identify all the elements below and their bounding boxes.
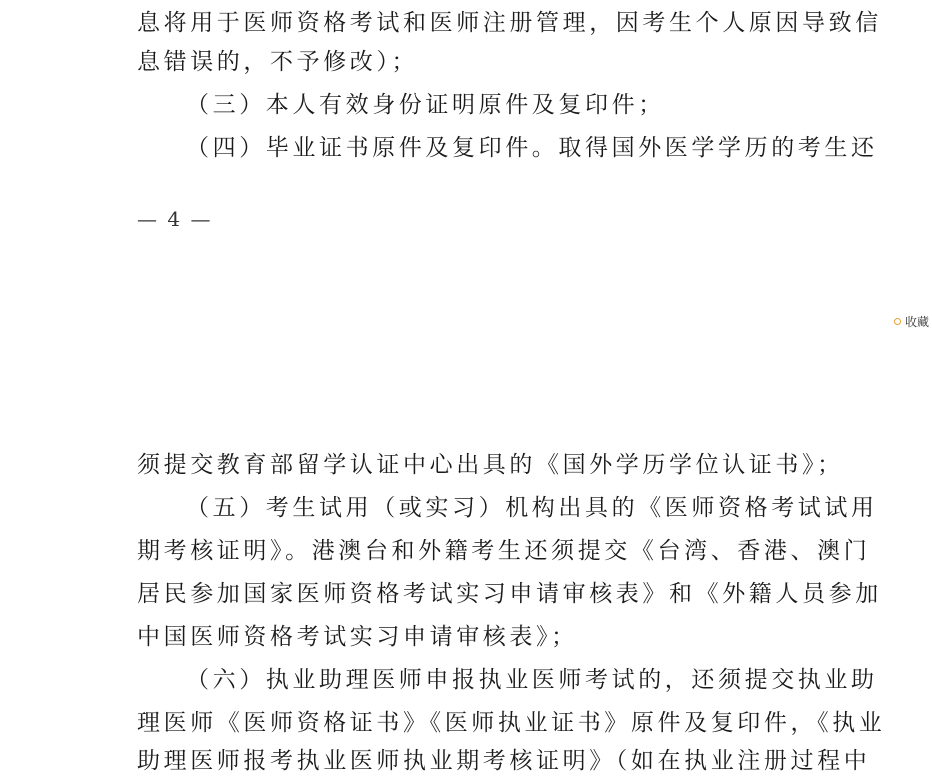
text-line: 中国医师资格考试实习申请审核表》； <box>137 624 578 650</box>
text-line: （三）本人有效身份证明原件及复印件； <box>186 92 665 118</box>
text-line: 须提交教育部留学认证中心出具的《国外学历学位认证书》； <box>137 452 844 478</box>
text-line: 息将用于医师资格考试和医师注册管理，因考生个人原因导致信 <box>137 10 882 36</box>
text-line: 期考核证明》。港澳台和外籍考生还须提交《台湾、香港、澳门 <box>137 538 871 564</box>
text-line: （四）毕业证书原件及复印件。取得国外医学学历的考生还 <box>186 135 878 161</box>
text-line: 理医师《医师资格证书》《医师执业证书》原件及复印件，《执业 <box>137 710 886 736</box>
favorite-button[interactable] <box>894 314 929 330</box>
text-line: 助理医师报考执业医师执业期考核证明》（如在执业注册过程中 <box>137 748 871 774</box>
text-line: 息错误的，不予修改）； <box>137 49 419 75</box>
text-line: 居民参加国家医师资格考试实习申请审核表》和《外籍人员参加 <box>137 581 882 607</box>
page-number: — 4 — <box>137 207 213 231</box>
favorite-label: 收藏 <box>905 315 930 329</box>
text-line: （六）执业助理医师申报执业医师考试的，还须提交执业助 <box>186 667 878 693</box>
circle-dot-icon <box>894 318 901 325</box>
text-line: （五）考生试用（或实习）机构出具的《医师资格考试试用 <box>186 495 878 521</box>
